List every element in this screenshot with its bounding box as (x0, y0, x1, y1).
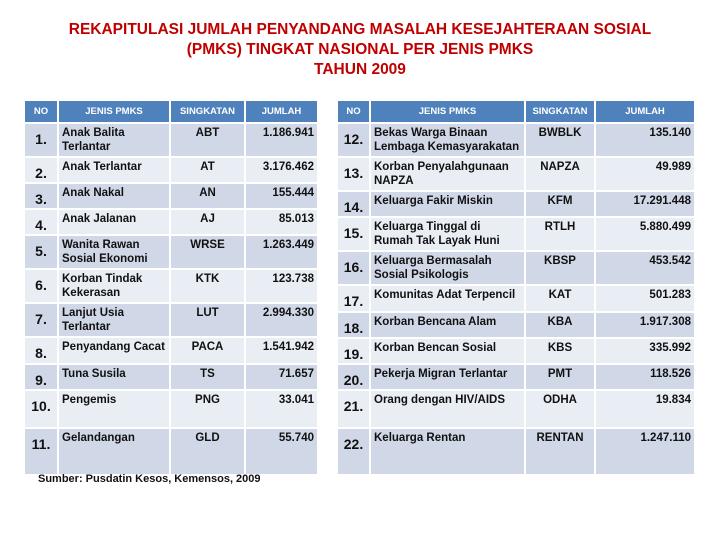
cell-singkatan: ABT (170, 123, 245, 157)
cell-singkatan: PNG (170, 390, 245, 428)
table-header (25, 101, 318, 123)
cell-singkatan: LUT (170, 303, 245, 337)
cell-jumlah: 135.140 (595, 123, 695, 157)
cell-no: 17. (338, 285, 370, 312)
cell-no: 16. (338, 251, 370, 285)
cell-jumlah: 1.263.449 (245, 235, 318, 269)
cell-singkatan: WRSE (170, 235, 245, 269)
table-row (25, 157, 318, 183)
table-row (25, 428, 318, 475)
title-line-3: TAHUN 2009 (314, 61, 406, 78)
cell-jenis: Anak Balita Terlantar (58, 123, 170, 157)
cell-jenis: Keluarga Tinggal di Rumah Tak Layak Huni (370, 217, 525, 251)
col-jenis: JENIS PMKS (58, 101, 170, 123)
cell-jenis: Korban Penyalahgunaan NAPZA (370, 157, 525, 191)
cell-no: 14. (338, 191, 370, 217)
cell-no: 19. (338, 338, 370, 364)
cell-jumlah: 123.738 (245, 269, 318, 303)
source-note: Sumber: Pusdatin Kesos, Kemensos, 2009 (38, 473, 261, 485)
table-row (25, 303, 318, 337)
cell-jumlah: 33.041 (245, 390, 318, 428)
cell-singkatan: AN (170, 183, 245, 209)
cell-jenis: Gelandangan (58, 428, 170, 475)
col-no: NO (338, 101, 370, 123)
cell-jenis: Korban Bencana Alam (370, 312, 525, 338)
cell-no: 21. (338, 390, 370, 428)
table-row (338, 364, 695, 390)
cell-jumlah: 17.291.448 (595, 191, 695, 217)
table-row (25, 209, 318, 235)
cell-no: 13. (338, 157, 370, 191)
table-row (25, 337, 318, 364)
pmks-table-right (338, 101, 696, 476)
table-row (338, 157, 695, 191)
cell-jumlah: 49.989 (595, 157, 695, 191)
cell-no: 18. (338, 312, 370, 338)
cell-singkatan: KBA (525, 312, 595, 338)
cell-jenis: Keluarga Bermasalah Sosial Psikologis (370, 251, 525, 285)
cell-singkatan: AT (170, 157, 245, 183)
cell-singkatan: PACA (170, 337, 245, 364)
cell-singkatan: PMT (525, 364, 595, 390)
cell-jenis: Korban Tindak Kekerasan (58, 269, 170, 303)
cell-singkatan: NAPZA (525, 157, 595, 191)
cell-jumlah: 55.740 (245, 428, 318, 475)
cell-no: 10. (25, 390, 58, 428)
cell-jumlah: 453.542 (595, 251, 695, 285)
cell-no: 5. (25, 235, 58, 269)
cell-jenis: Pekerja Migran Terlantar (370, 364, 525, 390)
cell-jenis: Korban Bencan Sosial (370, 338, 525, 364)
cell-singkatan: KFM (525, 191, 595, 217)
table-row (338, 428, 695, 475)
cell-jumlah: 1.186.941 (245, 123, 318, 157)
table-row (338, 191, 695, 217)
table-row (25, 123, 318, 157)
cell-jenis: Anak Terlantar (58, 157, 170, 183)
cell-singkatan: GLD (170, 428, 245, 475)
table-row (338, 251, 695, 285)
cell-jumlah: 1.541.942 (245, 337, 318, 364)
cell-jumlah: 2.994.330 (245, 303, 318, 337)
cell-no: 12. (338, 123, 370, 157)
cell-jumlah: 5.880.499 (595, 217, 695, 251)
cell-jumlah: 71.657 (245, 364, 318, 390)
cell-jenis: Penyandang Cacat (58, 337, 170, 364)
col-singkatan: SINGKATAN (170, 101, 245, 123)
cell-jenis: Bekas Warga Binaan Lembaga Kemasyarakatan (370, 123, 525, 157)
cell-jenis: Tuna Susila (58, 364, 170, 390)
cell-jumlah: 85.013 (245, 209, 318, 235)
table-row (25, 269, 318, 303)
cell-singkatan: AJ (170, 209, 245, 235)
cell-jenis: Keluarga Rentan (370, 428, 525, 475)
cell-jenis: Lanjut Usia Terlantar (58, 303, 170, 337)
cell-jumlah: 3.176.462 (245, 157, 318, 183)
cell-no: 2. (25, 157, 58, 183)
cell-jenis: Anak Jalanan (58, 209, 170, 235)
cell-no: 8. (25, 337, 58, 364)
cell-jenis: Orang dengan HIV/AIDS (370, 390, 525, 428)
col-singkatan: SINGKATAN (525, 101, 595, 123)
cell-singkatan: TS (170, 364, 245, 390)
table-row (25, 183, 318, 209)
cell-no: 7. (25, 303, 58, 337)
cell-no: 1. (25, 123, 58, 157)
pmks-table-left (25, 101, 319, 476)
table-row (338, 217, 695, 251)
cell-jenis: Komunitas Adat Terpencil (370, 285, 525, 312)
cell-jumlah: 1.917.308 (595, 312, 695, 338)
col-jenis: JENIS PMKS (370, 101, 525, 123)
cell-no: 20. (338, 364, 370, 390)
table-row (338, 338, 695, 364)
col-no: NO (25, 101, 58, 123)
cell-jenis: Pengemis (58, 390, 170, 428)
cell-no: 15. (338, 217, 370, 251)
cell-jumlah: 335.992 (595, 338, 695, 364)
cell-no: 11. (25, 428, 58, 475)
cell-singkatan: KBS (525, 338, 595, 364)
table-row (338, 123, 695, 157)
table-row (25, 390, 318, 428)
cell-jumlah: 1.247.110 (595, 428, 695, 475)
col-jumlah: JUMLAH (245, 101, 318, 123)
table-row (338, 285, 695, 312)
cell-no: 3. (25, 183, 58, 209)
table-row (25, 235, 318, 269)
cell-jumlah: 118.526 (595, 364, 695, 390)
cell-no: 4. (25, 209, 58, 235)
cell-jenis: Wanita Rawan Sosial Ekonomi (58, 235, 170, 269)
cell-jumlah: 155.444 (245, 183, 318, 209)
cell-jumlah: 501.283 (595, 285, 695, 312)
title-line-2: (PMKS) TINGKAT NASIONAL PER JENIS PMKS (186, 41, 534, 58)
cell-singkatan: RTLH (525, 217, 595, 251)
col-jumlah: JUMLAH (595, 101, 695, 123)
table-row (25, 364, 318, 390)
cell-singkatan: ODHA (525, 390, 595, 428)
title-line-1: REKAPITULASI JUMLAH PENYANDANG MASALAH KESEJAHTERAAN SOSIAL (68, 21, 652, 38)
cell-no: 6. (25, 269, 58, 303)
cell-singkatan: RENTAN (525, 428, 595, 475)
table-header (338, 101, 695, 123)
cell-no: 22. (338, 428, 370, 475)
cell-singkatan: KAT (525, 285, 595, 312)
table-row (338, 390, 695, 428)
cell-singkatan: KBSP (525, 251, 595, 285)
cell-jenis: Anak Nakal (58, 183, 170, 209)
cell-no: 9. (25, 364, 58, 390)
cell-jenis: Keluarga Fakir Miskin (370, 191, 525, 217)
cell-singkatan: KTK (170, 269, 245, 303)
cell-jumlah: 19.834 (595, 390, 695, 428)
table-row (338, 312, 695, 338)
page-title (0, 20, 720, 80)
cell-singkatan: BWBLK (525, 123, 595, 157)
